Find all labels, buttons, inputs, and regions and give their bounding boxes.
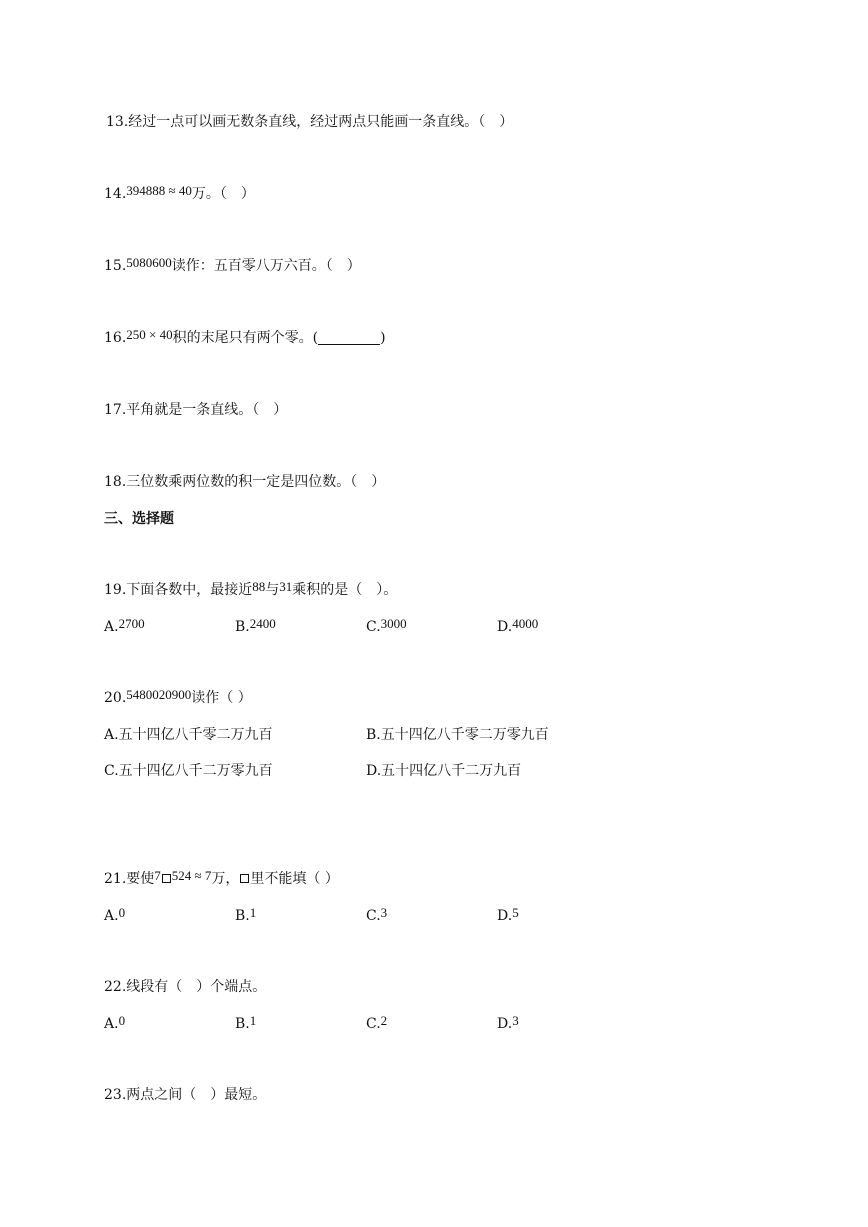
question-19: [104, 580, 397, 600]
question-22-text: 22.线段有（ ）个端点。: [104, 979, 267, 995]
option-a[interactable]: [104, 617, 145, 637]
question-text: 读作（ ）: [191, 690, 252, 706]
option-value: 0: [118, 905, 126, 920]
question-20: [104, 688, 252, 708]
math-number: 31: [279, 579, 293, 594]
close-paren: ): [380, 330, 386, 346]
option-letter: B.: [235, 1016, 250, 1032]
option-d[interactable]: [497, 617, 538, 637]
question-13: [106, 112, 513, 132]
option-letter: B.: [235, 619, 250, 635]
option-letter: D.: [497, 908, 513, 924]
section-heading: [104, 509, 174, 529]
question-number: 15.: [104, 258, 127, 274]
option-b[interactable]: [235, 1014, 256, 1034]
question-14: [104, 184, 255, 204]
math-expression: 250 × 40: [126, 327, 173, 342]
option-c[interactable]: [366, 617, 407, 637]
blank-box-icon: [162, 874, 171, 883]
option-text: C.五十四亿八千二万零九百: [104, 763, 273, 779]
math-expression: 524 ≈ 7: [171, 868, 212, 883]
option-letter: D.: [497, 619, 513, 635]
option-c[interactable]: [366, 1014, 387, 1034]
question-text: 里不能填（ ）: [250, 871, 339, 887]
option-value: 1: [249, 1013, 257, 1028]
option-text: D.五十四亿八千二万九百: [366, 763, 522, 779]
question-22: [104, 977, 266, 997]
question-text: 读作：五百零八万六百。（ ）: [171, 258, 361, 274]
option-value: 2: [380, 1013, 388, 1028]
option-letter: C.: [366, 619, 381, 635]
option-a[interactable]: [104, 725, 273, 745]
question-number: 14.: [104, 186, 127, 202]
option-b[interactable]: [235, 617, 276, 637]
option-value: 3000: [380, 616, 407, 631]
question-17: [104, 400, 287, 420]
option-value: 0: [118, 1013, 126, 1028]
option-c[interactable]: [104, 761, 273, 781]
option-letter: C.: [366, 908, 381, 924]
option-a[interactable]: [104, 1014, 125, 1034]
math-number: 5080600: [126, 255, 172, 270]
option-letter: A.: [104, 908, 119, 924]
option-value: 2700: [118, 616, 145, 631]
option-letter: A.: [104, 1016, 119, 1032]
option-letter: A.: [104, 619, 119, 635]
question-23: [104, 1085, 266, 1105]
option-b[interactable]: [366, 725, 549, 745]
question-text: 与: [265, 582, 280, 598]
math-number: 5480020900: [126, 687, 192, 702]
question-number: 20.: [104, 690, 127, 706]
math-number: 7: [154, 868, 161, 883]
question-text: 21.要使: [104, 871, 155, 887]
option-value: 3: [512, 1013, 519, 1028]
option-value: 3: [380, 905, 388, 920]
question-23-text: 23.两点之间（ ）最短。: [104, 1087, 267, 1103]
option-d[interactable]: [497, 1014, 519, 1034]
option-text: B.五十四亿八千零二万零九百: [366, 727, 549, 743]
option-letter: B.: [235, 908, 250, 924]
question-text: 积的末尾只有两个零。(: [172, 330, 319, 346]
question-text: 万。（ ）: [191, 186, 255, 202]
question-text: 万，: [211, 871, 240, 887]
question-16: [104, 328, 386, 348]
question-18: [104, 472, 385, 492]
question-18-text: 18.三位数乘两位数的积一定是四位数。（ ）: [104, 474, 386, 490]
section-title: 三、选择题: [104, 511, 174, 527]
option-value: 2400: [249, 616, 276, 631]
option-c[interactable]: [366, 906, 387, 926]
answer-blank[interactable]: [318, 330, 380, 345]
question-text: 乘积的是（ ）。: [292, 582, 398, 598]
question-text: 19.下面各数中，最接近: [104, 582, 253, 598]
question-15: [104, 256, 361, 276]
option-value: 1: [249, 905, 257, 920]
option-letter: C.: [366, 1016, 381, 1032]
option-d[interactable]: [366, 761, 521, 781]
option-d[interactable]: [497, 906, 519, 926]
math-expression: 394888 ≈ 40: [126, 183, 192, 198]
option-b[interactable]: [235, 906, 256, 926]
math-number: 88: [252, 579, 266, 594]
option-a[interactable]: [104, 906, 125, 926]
blank-box-icon: [240, 874, 249, 883]
option-value: 4000: [512, 616, 539, 631]
question-13-text: 13.经过一点可以画无数条直线，经过两点只能画一条直线。（ ）: [106, 114, 514, 130]
option-text: A.五十四亿八千零二万九百: [104, 727, 273, 743]
option-value: 5: [512, 905, 519, 920]
option-letter: D.: [497, 1016, 513, 1032]
question-number: 16.: [104, 330, 127, 346]
question-17-text: 17.平角就是一条直线。（ ）: [104, 402, 288, 418]
question-21: [104, 869, 339, 889]
